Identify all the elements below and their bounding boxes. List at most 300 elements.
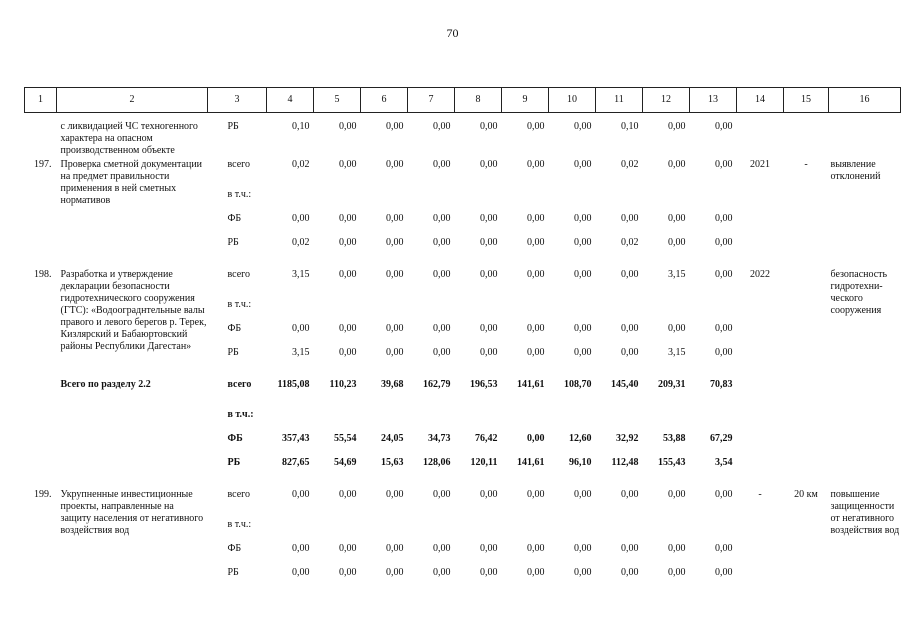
value-cell: 0,00 bbox=[715, 566, 733, 578]
completion-year bbox=[737, 371, 784, 409]
funding-category: РБ bbox=[227, 566, 239, 578]
column-header-12: 12 bbox=[643, 88, 690, 113]
value-cell bbox=[502, 189, 549, 213]
value-cell: 110,23 bbox=[329, 378, 357, 390]
value-cell: 0,00 bbox=[292, 322, 310, 334]
funding-category: ФБ bbox=[227, 542, 242, 554]
table-row bbox=[25, 457, 901, 481]
value-cell: 0,00 bbox=[715, 542, 733, 554]
value-cell: 0,00 bbox=[433, 158, 451, 170]
value-cell bbox=[267, 189, 314, 213]
value-cell: 0,00 bbox=[433, 212, 451, 224]
capacity-length bbox=[784, 113, 829, 151]
value-cell bbox=[690, 189, 737, 213]
funding-category: ФБ bbox=[227, 432, 243, 444]
value-cell: 0,00 bbox=[574, 158, 592, 170]
value-cell: 3,15 bbox=[292, 346, 310, 358]
value-cell: 0,00 bbox=[574, 236, 592, 248]
page-number: 70 bbox=[446, 26, 459, 40]
value-cell: 3,15 bbox=[668, 268, 686, 280]
value-cell: 76,42 bbox=[475, 432, 498, 444]
completion-year bbox=[737, 347, 784, 371]
value-cell: 0,00 bbox=[574, 268, 592, 280]
value-cell bbox=[314, 519, 361, 543]
funding-category: ФБ bbox=[227, 212, 242, 224]
column-number-header bbox=[25, 88, 901, 113]
item-name-cell bbox=[57, 113, 208, 156]
value-cell: 0,00 bbox=[480, 488, 498, 500]
value-cell bbox=[690, 519, 737, 543]
expected-result-cell bbox=[829, 433, 901, 457]
value-cell: 39,68 bbox=[381, 378, 404, 390]
value-cell: 0,00 bbox=[386, 488, 404, 500]
value-cell bbox=[643, 519, 690, 543]
value-cell bbox=[502, 299, 549, 323]
value-cell: 0,00 bbox=[480, 566, 498, 578]
value-cell bbox=[408, 189, 455, 213]
row-number bbox=[25, 543, 57, 567]
capacity-length bbox=[784, 299, 829, 323]
expected-result-cell bbox=[829, 567, 901, 591]
value-cell: 0,00 bbox=[715, 236, 733, 248]
funding-category: в т.ч.: bbox=[227, 518, 252, 530]
value-cell: 0,00 bbox=[339, 212, 357, 224]
funding-category: в т.ч.: bbox=[227, 298, 252, 310]
value-cell: 0,00 bbox=[668, 542, 686, 554]
column-header-4: 4 bbox=[267, 88, 314, 113]
value-cell bbox=[314, 409, 361, 433]
expected-result: выявление отклонений bbox=[830, 158, 881, 182]
expected-result-cell bbox=[829, 323, 901, 347]
value-cell bbox=[596, 299, 643, 323]
value-cell: 0,00 bbox=[527, 542, 545, 554]
row-number bbox=[25, 371, 57, 409]
value-cell bbox=[314, 189, 361, 213]
expected-result-cell bbox=[829, 237, 901, 261]
expected-result-cell bbox=[829, 543, 901, 567]
item-name-cell bbox=[57, 261, 208, 352]
capacity-length bbox=[784, 323, 829, 347]
capacity-length: - bbox=[804, 158, 808, 170]
value-cell bbox=[408, 519, 455, 543]
value-cell: 155,43 bbox=[658, 456, 686, 468]
value-cell: 15,63 bbox=[381, 456, 404, 468]
value-cell: 0,00 bbox=[668, 488, 686, 500]
capacity-length bbox=[784, 543, 829, 567]
expected-result-cell bbox=[829, 213, 901, 237]
value-cell bbox=[502, 519, 549, 543]
value-cell: 0,00 bbox=[574, 566, 592, 578]
value-cell: 0,00 bbox=[668, 566, 686, 578]
budget-table bbox=[24, 87, 901, 591]
value-cell: 67,29 bbox=[710, 432, 733, 444]
capacity-length: 20 км bbox=[794, 488, 818, 500]
funding-category: всего bbox=[227, 268, 251, 280]
completion-year bbox=[737, 567, 784, 591]
value-cell: 0,00 bbox=[621, 488, 639, 500]
row-number bbox=[25, 409, 57, 433]
value-cell: 0,00 bbox=[715, 322, 733, 334]
value-cell: 0,00 bbox=[480, 158, 498, 170]
value-cell: 0,00 bbox=[715, 212, 733, 224]
value-cell bbox=[361, 519, 408, 543]
value-cell: 0,00 bbox=[574, 212, 592, 224]
value-cell: 0,00 bbox=[527, 488, 545, 500]
value-cell: 162,79 bbox=[423, 378, 451, 390]
value-cell: 0,00 bbox=[574, 121, 592, 132]
value-cell: 0,00 bbox=[527, 236, 545, 248]
value-cell: 0,00 bbox=[433, 322, 451, 334]
value-cell: 0,02 bbox=[621, 158, 639, 170]
value-cell: 0,02 bbox=[292, 236, 310, 248]
completion-year: 2022 bbox=[750, 268, 770, 280]
table-row bbox=[25, 213, 901, 237]
value-cell: 3,15 bbox=[668, 346, 686, 358]
table-body bbox=[25, 113, 901, 591]
item-name-cell bbox=[57, 409, 208, 433]
funding-category: ФБ bbox=[227, 322, 242, 334]
row-number bbox=[25, 519, 57, 543]
value-cell: 0,00 bbox=[668, 236, 686, 248]
value-cell: 0,00 bbox=[574, 488, 592, 500]
value-cell bbox=[455, 299, 502, 323]
value-cell: 0,00 bbox=[386, 322, 404, 334]
value-cell: 0,00 bbox=[339, 236, 357, 248]
value-cell: 0,00 bbox=[339, 488, 357, 500]
completion-year bbox=[737, 237, 784, 261]
value-cell: 0,00 bbox=[527, 432, 545, 444]
value-cell bbox=[361, 409, 408, 433]
value-cell: 0,00 bbox=[527, 346, 545, 358]
funding-category: всего bbox=[227, 378, 252, 390]
value-cell bbox=[596, 409, 643, 433]
item-name: Укрупненные инвестиционные проекты, направленные на защиту населения от негативного воздействия вод bbox=[60, 488, 204, 536]
completion-year bbox=[737, 543, 784, 567]
value-cell: 0,00 bbox=[715, 268, 733, 280]
value-cell: 0,00 bbox=[527, 268, 545, 280]
row-number bbox=[25, 347, 57, 371]
value-cell bbox=[643, 189, 690, 213]
value-cell bbox=[549, 189, 596, 213]
value-cell: 0,00 bbox=[527, 322, 545, 334]
value-cell: 34,73 bbox=[428, 432, 451, 444]
value-cell bbox=[361, 299, 408, 323]
funding-category: РБ bbox=[227, 236, 239, 248]
table-row bbox=[25, 261, 901, 299]
value-cell: 0,00 bbox=[715, 488, 733, 500]
funding-category: в т.ч.: bbox=[227, 408, 254, 420]
row-number bbox=[25, 189, 57, 213]
expected-result: безопасность гидротехни-ческого сооружения bbox=[830, 268, 888, 316]
column-header-14: 14 bbox=[737, 88, 784, 113]
value-cell: 0,00 bbox=[386, 212, 404, 224]
row-number: 197. bbox=[34, 158, 52, 170]
table-row bbox=[25, 481, 901, 519]
table-row bbox=[25, 371, 901, 409]
completion-year bbox=[737, 323, 784, 347]
value-cell bbox=[455, 409, 502, 433]
value-cell: 0,00 bbox=[386, 236, 404, 248]
row-number bbox=[25, 433, 57, 457]
value-cell: 0,00 bbox=[527, 121, 545, 132]
completion-year bbox=[737, 189, 784, 213]
value-cell: 3,15 bbox=[292, 268, 310, 280]
value-cell: 0,00 bbox=[386, 121, 404, 132]
value-cell: 0,00 bbox=[574, 322, 592, 334]
completion-year bbox=[737, 299, 784, 323]
completion-year bbox=[737, 113, 784, 151]
value-cell: 12,60 bbox=[569, 432, 592, 444]
table-row bbox=[25, 567, 901, 591]
value-cell: 0,00 bbox=[621, 346, 639, 358]
funding-category: РБ bbox=[227, 121, 239, 132]
value-cell: 0,00 bbox=[527, 158, 545, 170]
row-number bbox=[25, 213, 57, 237]
row-number bbox=[25, 457, 57, 481]
value-cell: 0,00 bbox=[339, 158, 357, 170]
value-cell: 0,00 bbox=[433, 566, 451, 578]
table-row bbox=[25, 409, 901, 433]
item-name-cell bbox=[57, 371, 208, 409]
expected-result-cell bbox=[829, 347, 901, 371]
value-cell bbox=[455, 189, 502, 213]
value-cell: 0,00 bbox=[621, 268, 639, 280]
value-cell: 24,05 bbox=[381, 432, 404, 444]
column-header-13: 13 bbox=[690, 88, 737, 113]
value-cell: 0,00 bbox=[292, 488, 310, 500]
value-cell: 120,11 bbox=[470, 456, 498, 468]
value-cell bbox=[690, 299, 737, 323]
table-row bbox=[25, 237, 901, 261]
value-cell: 209,31 bbox=[658, 378, 686, 390]
value-cell: 827,65 bbox=[282, 456, 310, 468]
row-number bbox=[25, 113, 57, 151]
completion-year bbox=[737, 519, 784, 543]
funding-category: РБ bbox=[227, 346, 239, 358]
value-cell: 96,10 bbox=[569, 456, 592, 468]
value-cell: 0,00 bbox=[480, 322, 498, 334]
value-cell bbox=[408, 409, 455, 433]
value-cell bbox=[267, 409, 314, 433]
value-cell bbox=[502, 409, 549, 433]
value-cell: 128,06 bbox=[423, 456, 451, 468]
expected-result-cell bbox=[829, 371, 901, 409]
value-cell: 0,00 bbox=[668, 322, 686, 334]
item-name-cell bbox=[57, 567, 208, 591]
table-row bbox=[25, 433, 901, 457]
value-cell bbox=[455, 519, 502, 543]
value-cell: 141,61 bbox=[517, 378, 545, 390]
value-cell: 0,00 bbox=[433, 268, 451, 280]
value-cell: 0,00 bbox=[339, 322, 357, 334]
value-cell: 32,92 bbox=[616, 432, 639, 444]
value-cell: 112,48 bbox=[611, 456, 639, 468]
value-cell: 0,10 bbox=[292, 121, 310, 132]
value-cell bbox=[408, 299, 455, 323]
capacity-length bbox=[784, 567, 829, 591]
row-number bbox=[25, 237, 57, 261]
column-header-11: 11 bbox=[596, 88, 643, 113]
column-header-1: 1 bbox=[25, 88, 57, 113]
value-cell: 0,00 bbox=[668, 212, 686, 224]
value-cell: 0,00 bbox=[386, 268, 404, 280]
value-cell bbox=[267, 519, 314, 543]
capacity-length bbox=[784, 189, 829, 213]
value-cell bbox=[549, 409, 596, 433]
row-number bbox=[25, 299, 57, 323]
expected-result-cell bbox=[829, 457, 901, 481]
value-cell: 0,00 bbox=[668, 158, 686, 170]
item-name-cell bbox=[57, 481, 208, 536]
value-cell bbox=[267, 299, 314, 323]
value-cell: 0,00 bbox=[527, 566, 545, 578]
value-cell: 145,40 bbox=[611, 378, 639, 390]
value-cell: 0,00 bbox=[715, 121, 733, 132]
value-cell: 0,00 bbox=[480, 121, 498, 132]
column-header-8: 8 bbox=[455, 88, 502, 113]
column-header-5: 5 bbox=[314, 88, 361, 113]
value-cell: 3,54 bbox=[715, 456, 733, 468]
value-cell: 0,00 bbox=[339, 542, 357, 554]
capacity-length bbox=[784, 519, 829, 543]
item-name-cell bbox=[57, 433, 208, 457]
value-cell: 0,00 bbox=[668, 121, 686, 132]
funding-category: РБ bbox=[227, 456, 241, 468]
value-cell: 0,00 bbox=[339, 121, 357, 132]
value-cell: 0,00 bbox=[480, 212, 498, 224]
row-number: 198. bbox=[34, 268, 52, 280]
value-cell bbox=[549, 299, 596, 323]
item-name-cell bbox=[57, 543, 208, 567]
capacity-length bbox=[784, 237, 829, 261]
value-cell: 0,00 bbox=[715, 346, 733, 358]
value-cell: 0,02 bbox=[292, 158, 310, 170]
completion-year bbox=[737, 409, 784, 433]
value-cell: 0,00 bbox=[386, 542, 404, 554]
row-number bbox=[25, 567, 57, 591]
capacity-length bbox=[784, 213, 829, 237]
value-cell: 0,00 bbox=[480, 346, 498, 358]
column-header-16: 16 bbox=[829, 88, 901, 113]
table-row bbox=[25, 543, 901, 567]
completion-year: 2021 bbox=[750, 158, 770, 170]
value-cell: 0,02 bbox=[621, 236, 639, 248]
value-cell: 1185,08 bbox=[277, 378, 310, 390]
value-cell: 0,00 bbox=[480, 236, 498, 248]
value-cell: 0,00 bbox=[715, 158, 733, 170]
capacity-length bbox=[784, 457, 829, 481]
item-name-cell bbox=[57, 213, 208, 237]
funding-category: всего bbox=[227, 158, 251, 170]
item-name: Всего по разделу 2.2 bbox=[60, 378, 151, 390]
column-header-2: 2 bbox=[57, 88, 208, 113]
value-cell: 0,00 bbox=[292, 212, 310, 224]
value-cell: 0,00 bbox=[386, 158, 404, 170]
value-cell bbox=[690, 409, 737, 433]
expected-result-cell bbox=[829, 481, 901, 536]
value-cell bbox=[361, 189, 408, 213]
expected-result-cell bbox=[829, 113, 901, 151]
expected-result-cell bbox=[829, 261, 901, 316]
value-cell bbox=[643, 299, 690, 323]
expected-result-cell bbox=[829, 151, 901, 189]
value-cell bbox=[643, 409, 690, 433]
column-header-10: 10 bbox=[549, 88, 596, 113]
item-name-cell bbox=[57, 237, 208, 261]
value-cell bbox=[549, 519, 596, 543]
capacity-length bbox=[784, 409, 829, 433]
completion-year bbox=[737, 457, 784, 481]
value-cell bbox=[596, 519, 643, 543]
value-cell: 0,00 bbox=[433, 236, 451, 248]
value-cell bbox=[596, 189, 643, 213]
capacity-length bbox=[784, 371, 829, 409]
value-cell: 0,00 bbox=[621, 322, 639, 334]
funding-category: в т.ч.: bbox=[227, 188, 252, 200]
column-header-7: 7 bbox=[408, 88, 455, 113]
value-cell: 0,00 bbox=[433, 346, 451, 358]
row-number: 199. bbox=[34, 488, 52, 500]
value-cell: 0,00 bbox=[574, 542, 592, 554]
item-name: с ликвидацией ЧС техногенного характера на опасном производственном объекте bbox=[60, 121, 198, 156]
value-cell: 0,00 bbox=[339, 346, 357, 358]
expected-result-cell bbox=[829, 409, 901, 433]
value-cell: 54,69 bbox=[334, 456, 357, 468]
funding-category: всего bbox=[227, 488, 251, 500]
value-cell: 108,70 bbox=[564, 378, 592, 390]
value-cell: 0,00 bbox=[527, 212, 545, 224]
value-cell: 357,43 bbox=[282, 432, 310, 444]
capacity-length bbox=[784, 261, 829, 299]
value-cell: 0,00 bbox=[621, 542, 639, 554]
row-number bbox=[25, 323, 57, 347]
completion-year: - bbox=[758, 488, 762, 500]
column-header-6: 6 bbox=[361, 88, 408, 113]
value-cell: 0,00 bbox=[386, 566, 404, 578]
value-cell: 0,00 bbox=[433, 488, 451, 500]
value-cell: 55,54 bbox=[334, 432, 357, 444]
value-cell: 141,61 bbox=[517, 456, 545, 468]
value-cell: 0,00 bbox=[292, 566, 310, 578]
value-cell: 0,00 bbox=[433, 121, 451, 132]
item-name: Проверка сметной документации на предмет правильности применения в ней сметных нормативов bbox=[60, 158, 203, 206]
completion-year bbox=[737, 213, 784, 237]
value-cell: 0,00 bbox=[574, 346, 592, 358]
value-cell: 0,10 bbox=[621, 121, 639, 132]
column-header-9: 9 bbox=[502, 88, 549, 113]
table-row bbox=[25, 113, 901, 151]
item-name: Разработка и утверждение декларации безопасности гидротехнического сооружения (ГТС): «Водоограднтельные валы правого и левого берегов р. Терек, Кизлярский и Бабаюртовский районы Республики Дагестан» bbox=[60, 268, 207, 352]
item-name-cell bbox=[57, 457, 208, 481]
capacity-length bbox=[784, 347, 829, 371]
value-cell: 0,00 bbox=[480, 542, 498, 554]
expected-result-cell bbox=[829, 189, 901, 213]
expected-result: повышение защищенности от негативного воздействия вод bbox=[830, 488, 900, 536]
value-cell: 0,00 bbox=[621, 212, 639, 224]
value-cell: 70,83 bbox=[710, 378, 733, 390]
column-header-3: 3 bbox=[208, 88, 267, 113]
value-cell: 0,00 bbox=[339, 566, 357, 578]
column-header-15: 15 bbox=[784, 88, 829, 113]
value-cell bbox=[314, 299, 361, 323]
value-cell: 0,00 bbox=[480, 268, 498, 280]
value-cell: 0,00 bbox=[386, 346, 404, 358]
value-cell: 0,00 bbox=[339, 268, 357, 280]
value-cell: 0,00 bbox=[621, 566, 639, 578]
value-cell: 0,00 bbox=[292, 542, 310, 554]
value-cell: 196,53 bbox=[470, 378, 498, 390]
capacity-length bbox=[784, 433, 829, 457]
